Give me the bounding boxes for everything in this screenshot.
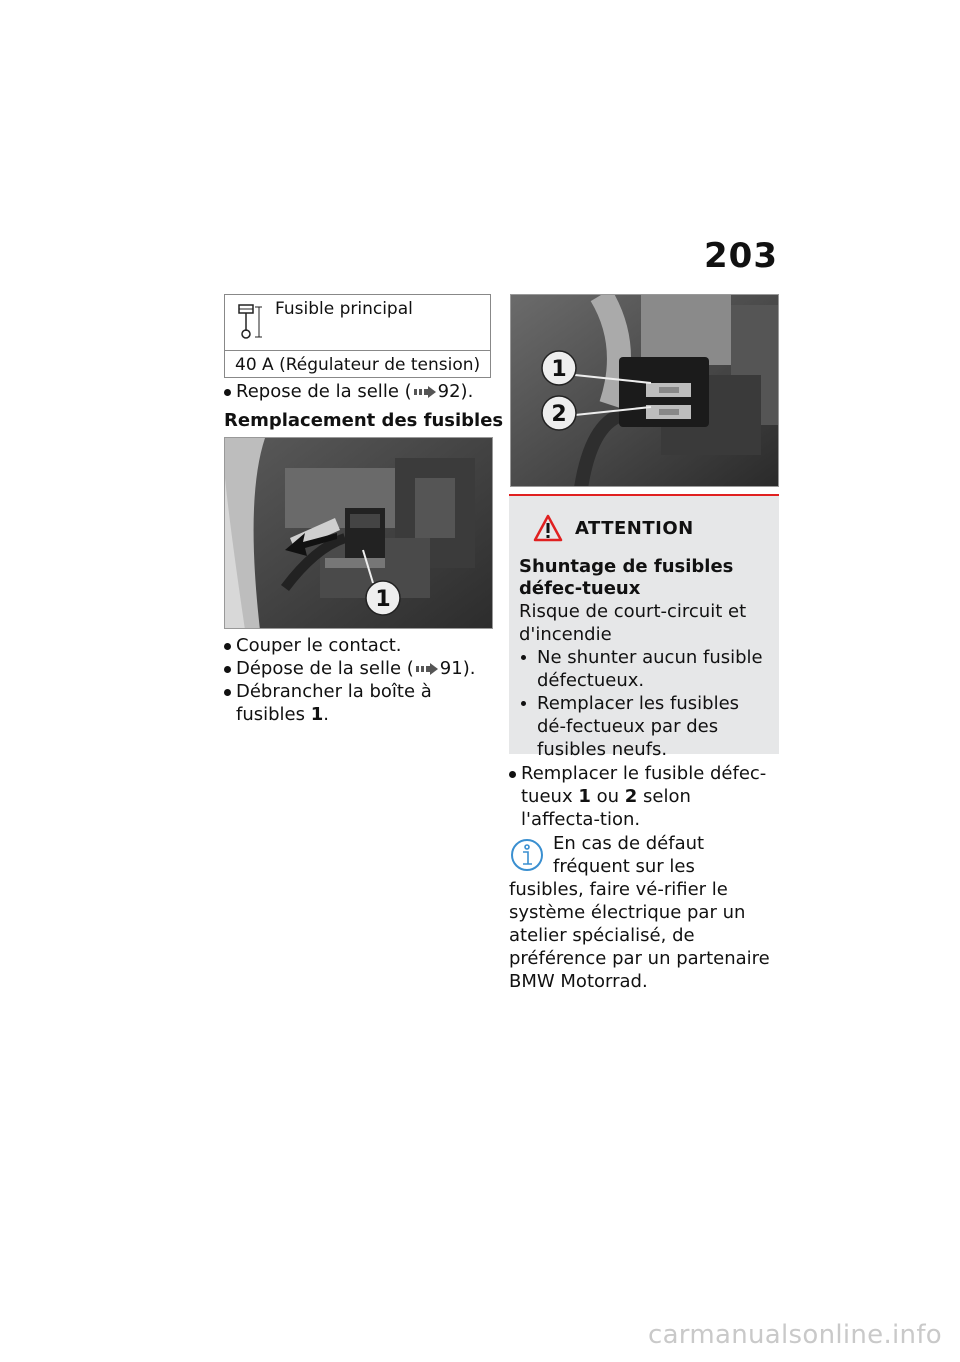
callout-1-label: 1 bbox=[551, 357, 567, 382]
page-reference-arrow-icon bbox=[414, 386, 436, 398]
spec-table bbox=[224, 294, 491, 378]
fuse-box-photo-illustration bbox=[225, 438, 493, 629]
step-reinstall-seat: Repose de la selle ( 92). bbox=[224, 380, 473, 403]
left-steps bbox=[224, 634, 484, 726]
attention-text: Risque de court-circuit et d'incendie bbox=[519, 601, 747, 645]
info-note: En cas de défaut fréquent sur les fusibles, faire vé-rifier le système électrique par un atelier spécialisé, de préférence par un partenaire BMW Motorrad. bbox=[509, 833, 770, 992]
step-disconnect-fusebox: Débrancher la boîte à fusibles 1. bbox=[224, 680, 484, 726]
spec-header bbox=[225, 295, 490, 351]
step-remove-seat: Dépose de la selle ( 91). bbox=[224, 657, 484, 680]
page-number: 203 bbox=[704, 236, 778, 276]
watermark: carmanualsonline.info bbox=[647, 1320, 942, 1350]
spec-value: 40 A (Régulateur de tension) bbox=[235, 355, 481, 375]
spec-title: Fusible principal bbox=[275, 299, 413, 319]
section-heading: Remplacement des fusibles bbox=[224, 410, 504, 431]
warning-triangle-icon bbox=[533, 514, 563, 542]
attention-subtitle: Shuntage de fusibles défec-tueux bbox=[519, 556, 734, 599]
fuse-box-photo bbox=[224, 437, 493, 629]
callout-2-label: 2 bbox=[551, 402, 567, 427]
step-replace-fuse: Remplacer le fusible défec-tueux 1 ou 2 selon l'affecta-tion. bbox=[509, 762, 771, 831]
attention-list bbox=[519, 646, 769, 761]
fuse-icon bbox=[235, 303, 263, 341]
step-ignition-off: Couper le contact. bbox=[224, 634, 484, 657]
attention-title: ATTENTION bbox=[575, 517, 694, 539]
attention-header bbox=[533, 514, 769, 542]
attention-item: Ne shunter aucun fusible défectueux. bbox=[519, 646, 769, 692]
attention-item: Remplacer les fusibles dé-fectueux par des fusibles neufs. bbox=[519, 692, 769, 761]
info-icon bbox=[509, 836, 545, 874]
fuse-closeup-illustration bbox=[511, 295, 779, 487]
page-reference-arrow-icon bbox=[416, 663, 438, 675]
attention-box bbox=[509, 494, 779, 760]
fuse-closeup-photo bbox=[510, 294, 779, 487]
callout-1-label: 1 bbox=[375, 587, 391, 612]
